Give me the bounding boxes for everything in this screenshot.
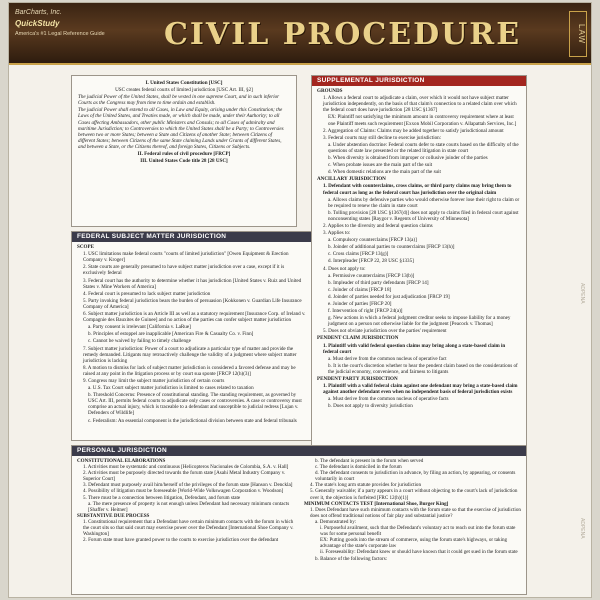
const-quote-1: The judicial Power of the United States, shall be vested in one supreme Court, and in such inferior Courts as the Congress may from time to time ordain and establish. [78,94,280,107]
list-item: 2. Activities must be purposely directed towards the forum state [Asahi Metal Industry Company v. Superior Court] [83,470,286,483]
list-item: ii. Foreseeability: Defendant knew or should have known that it could get sued in the forum state [320,549,518,556]
list-item: 9. Congress may limit the subject matter jurisdiction of certain courts [83,377,225,384]
list-item: c. Cannot be waived by failing to timely challenge [88,338,191,345]
list-item: 4. Possibility of litigation must be foreseeable [World-Wide Volkswagen Corporation v. Woodson] [83,488,284,495]
section-title: SUPPLEMENTAL JURISDICTION [312,76,526,86]
list-item: c. When probate issues are the main part of the suit [328,162,433,169]
list-item: d. Joinder of parties needed for just adjudication [FRCP 19] [328,293,450,300]
list-item: 2. Applies to the diversity and federal question claims [323,222,433,229]
supplemental-box [311,75,527,447]
list-item: 2. Aggregation of Claims: Claims may be added together to satisfy jurisdictional amount [323,127,504,134]
brand-name: BarCharts, Inc. [15,9,62,16]
list-item: 4. Does not apply to: [323,265,366,272]
constitution-box [71,75,297,227]
list-item: a. U.S. Tax Court subject matter jurisdiction is limited to cases related to taxation [88,385,254,392]
list-item: 3. Federal courts may still decline to exercise jurisdiction: [323,134,442,141]
list-item: a. Demonstrated by: [315,518,357,525]
side-watermark: ADPENA [579,517,585,539]
list-item: 1. Does Defendant have such minimum contacts with the forum state so that the exercise of jurisdiction does not offend traditional notions of fair play and substantial justice? [310,506,521,519]
personal-left-column [77,458,299,543]
const-heading-2: II. Federal rules of civil procedure [FRCP] [137,151,231,158]
list-item: a. Compulsory counterclaims [FRCP 13(a)] [328,237,417,244]
list-item: a. Must derive from the common nucleus of operative facts [328,396,449,403]
personal-right-column [304,458,522,562]
list-item: a. Party consent is irrelevant [California v. LaRue] [88,324,191,331]
list-item: SCOPE [77,244,94,251]
brand-tagline: America's #1 Legal Reference Guide [15,31,105,37]
list-item: 8. A motion to dismiss for lack of subject matter jurisdiction is considered a favored defense and may be raised at any point in the litigation process or by court sua sponte [FRCP 12(h)(3)] [83,364,296,377]
list-item: b. The defendant is present in the forum when served [315,458,424,464]
personal-jurisdiction-box [71,445,527,595]
list-item: b. Balance of the following factors: [315,555,388,562]
list-item: a. Must derive from the common nucleus of operative fact [328,355,447,362]
list-item: PENDENT CLAIM JURISDICTION [317,335,399,342]
list-item: b. Does not apply to diversity jurisdiction [328,403,413,410]
list-item: b. When diversity is obtained from improper or collusive joinder of the parties [328,155,488,162]
list-item: c. Federalism: An essential component is the jurisdictional division between state and federal tribunals [88,417,297,424]
const-quote-2: The judicial Power shall extend to all Cases, in Law and Equity, arising under this Constitution; the Laws of the United States, and Treaties made, or which shall be made, under their Authority; to all Cases affecting Ambassadors, other public Ministers and Consuls; to all Cases of admiralty and maritime Jurisdiction; to Controversies to which the United States shall be a Party; to Controversies between two or more States; between a State and Citizens of another State; between Citizens of different States; between Citizens of the same State claiming Lands under Grants of different States, and between a State, or the Citizens thereof, and foreign States, Citizens or Subjects. [78,107,284,150]
list-item: c. The defendant is domiciled in the forum [315,464,402,471]
list-item: PENDENT PARTY JURISDICTION [317,376,398,383]
list-item: 7. Subject matter jurisdiction: Power of a court to adjudicate a particular type of matter and provide the remedy demanded. Litigants may retroactively challenge the validity of a judgment where subject matter jurisdiction is lacking [83,345,297,364]
side-watermark: ADPENA [579,282,585,304]
section-body [72,242,312,427]
list-item: EX: Putting goods into the stream of commerce, using the forum state's highways, or taking advantage of the state's corporate law [320,537,508,550]
list-item: 1. Defendant with counterclaims, cross claims, or third party claims may bring them to federal court as long as the federal court has jurisdiction over the original claim [323,183,512,196]
list-item: 5. There must be a connection between litigation, Defendant, and forum state [83,494,241,501]
list-item: EX: Plaintiff not satisfying the minimum amount in controversy requirement where at least one Plaintiff meets such requirement [Exxon Mobil Corporation v. Allapattah Services, Inc.] [328,114,517,127]
list-item: 6. Subject matter jurisdiction is an Article III as well as a statutory requirement [Insurance Corp. of Ireland v. Compagnie des Bauxites de Guinee] and no action of the parties can confer subject matter jurisdiction [83,311,306,324]
section-body [312,86,526,412]
law-tab: LAW [569,11,587,57]
list-item: 3. Applies to: [323,230,351,237]
brand-block [15,9,107,38]
list-item: GROUNDS [317,88,343,95]
list-item: 1. Activities must be systematic and continuous [Helicopteros Nacionales de Colombia, S.A. v. Hall] [83,464,289,471]
list-item: 5. Party invoking federal jurisdiction bears the burden of persuasion [Kokkonen v. Guardian Life Insurance Company of America] [83,297,302,310]
list-item: b. Principles of estoppel are inapplicable [American Fire & Casualty Co. v. Finn] [88,331,254,338]
list-item: 1. Plaintiff with a valid federal claim against one defendant may bring a state-based claim against another defendant even when no independent basis of federal jurisdiction exists [323,383,518,396]
product-name: QuickStudy [15,19,60,28]
list-item: a. The mere presence of property is not enough unless Defendant had necessary minimum contacts [Shaffer v. Heitner] [88,500,290,513]
list-item: a. Allows claims by defensive parties who would otherwise forever lose their right to claim or be required to renew the claim in state court [328,196,520,209]
list-item: b. Joinder of additional parties to counterclaims [FRCP 13(h)] [328,244,455,251]
const-heading-3: III. United States Code title 28 [28 USC] [140,158,228,165]
list-item: c. Joinder of claims [FRCP 18] [328,286,392,293]
list-item: e. Joinder of parties [FRCP 20] [328,301,392,307]
list-item: SUBSTANTIVE DUE PROCESS [77,512,150,519]
list-item: 1. Allows a federal court to adjudicate a claim, over which it would not have subject matter jurisdiction independently, on the basis of that claim's connection to a related claim over which the federal court does have jurisdiction [28 USC §1367] [323,95,517,114]
list-item: 1. Constitutional requirement that a Defendant have certain minimum contacts with the forum in which the court sits so that said court may exercise power over the Defendant [International Shoe Company v. Washington] [83,518,294,538]
list-item: 3. Federal court has the authority to determine whether it has jurisdiction [United States v. Ruiz and United States v. Mine Workers of America] [83,277,302,290]
list-item: 1. Plaintiff with valid federal question claims may bring along a state-based claim in federal court [323,342,506,355]
list-item: a. Under abstention doctrine: Federal courts defer to state courts based on the difficulty of the questions of state law presented or the related litigation in state court [328,141,519,154]
section-title: PERSONAL JURISDICTION [72,446,526,456]
list-item: 1. USC limitations make federal courts "courts of limited jurisdiction" [Owen Equipment & Erection Company v. Kroger] [83,251,289,264]
list-item: b. Impleader of third party defendants [FRCP 14] [328,279,429,286]
list-item: a. Permissive counterclaims [FRCP 13(b)] [328,272,415,279]
list-item: MINIMUM CONTACTS TEST [International Shoe, Burger King] [304,500,449,507]
list-item: 3. Defendant must purposely avail him/herself of the privileges of the forum state [Hanson v. Denckla] [83,482,293,489]
list-item: 2. State courts are generally presumed to have subject matter jurisdiction over a case, except if it is exclusively federal [83,264,285,277]
list-item: d. The defendant consents to jurisdiction in advance, by filing an action, by appearing, or consents voluntarily in court [315,470,516,483]
list-item: 4. The state's long arm statute provides for jurisdiction [310,482,422,489]
list-item: 5. Generally waivable; if a party appears in a court without objecting to the court's lack of jurisdiction over it, the objection is forfeited [FRC 12(h)(1)] [310,488,518,501]
list-item: c. Cross claims [FRCP 13(g)] [328,251,389,258]
page-title: CIVIL PROCEDURE [164,17,522,52]
list-item: 4. Federal court is presumed to lack subject matter jurisdiction [83,290,211,297]
list-item: g. New actions in which a federal judgment creditor seeks to impose liability for a money judgment on a person not otherwise liable for the judgment [Peacock v. Thomas] [328,315,511,328]
section-title: FEDERAL SUBJECT MATTER JURISDICTION [72,232,312,242]
list-item: b. It is the court's discretion whether to hear the pendent claim based on the considerations of the judicial economy, convenience, and fairness to litigants [328,362,518,375]
const-heading-1: I. United States Constitution [USC] [145,80,223,86]
const-line-2: USC creates federal courts of limited jurisdiction [USC Art. III, §2] [115,87,253,94]
header-banner [9,3,592,65]
list-item: CONSTITUTIONAL ELABORATIONS [77,458,166,464]
list-item: f. Intervention of right [FRCP 24(a)] [328,308,403,315]
list-item: d. Interpleader [FRCP 22, 28 USC §1335] [328,258,414,265]
list-item: ANCILLARY JURISDICTION [317,176,386,183]
subject-matter-box [71,231,313,441]
list-item: 2. Forum state must have granted power to the courts to exercise jurisdiction over the defendant [83,537,279,544]
list-item: b. Tolling provision [28 USC §1367(d)] does not apply to claims filed in federal court against nonconsenting states [Raygor v. Regents of University of Minnesota] [328,209,519,222]
reference-sheet [8,2,592,598]
list-item: 5. Does not obviate jurisdiction over the parties' requirement [323,328,447,335]
list-item: i. Purposeful availment, such that the Defendant's voluntary act to reach out into the forum state was for some personal benefit [320,525,516,538]
list-item: b. Threshold Concerns: Presence of constitutional standing. The standing requirement, as governed by USC Art. III, permits federal courts to adjudicate only cases or controversies. A case or controversy must comprise an actual injury, which is traceable to a defendant and susceptible to judicial redress [Lujan v. Defenders of Wildlife] [88,392,302,417]
list-item: d. When domestic relations are the main part of the suit [328,169,441,176]
